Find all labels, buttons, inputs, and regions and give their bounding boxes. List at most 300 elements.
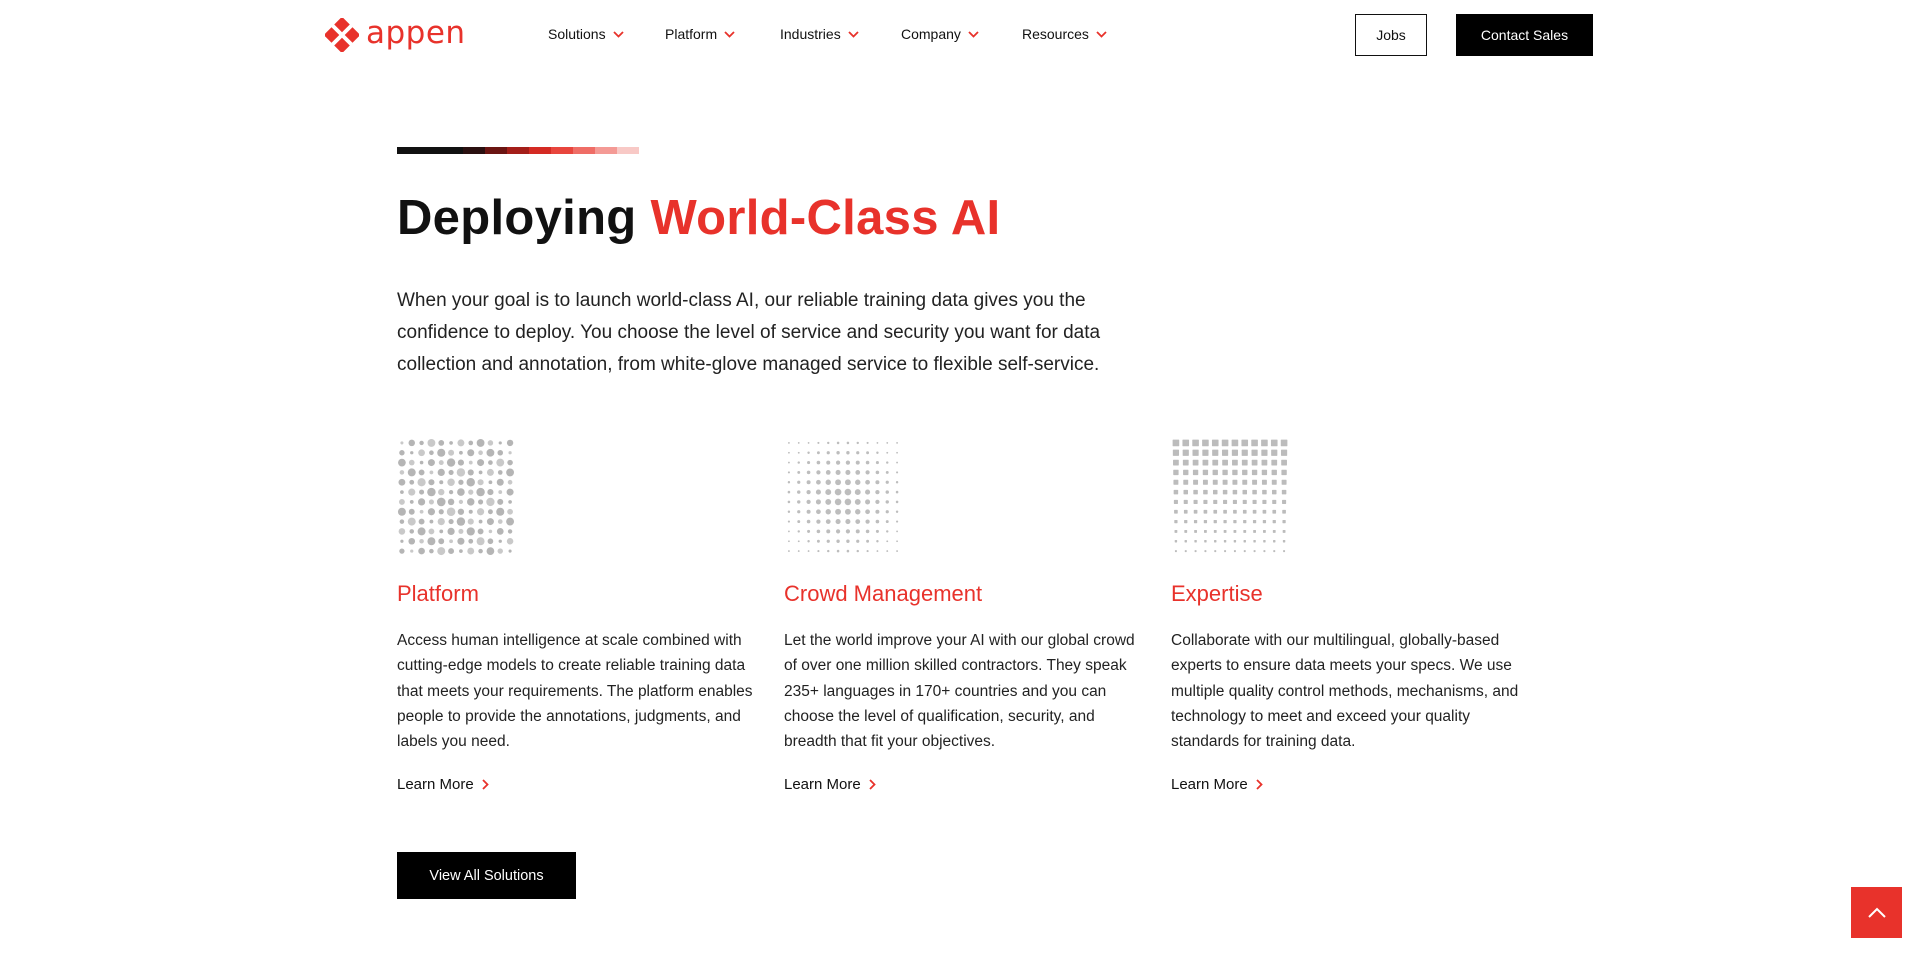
pattern-dot (447, 458, 455, 466)
headline-accent: World-Class AI (650, 191, 1001, 245)
nav-item-label: Company (901, 26, 961, 42)
pattern-dot (1195, 550, 1197, 552)
pattern-dot (1281, 470, 1286, 475)
pattern-dot (1233, 520, 1236, 523)
pattern-dot (1261, 450, 1267, 456)
pattern-dot (1203, 460, 1209, 466)
pattern-dot (1252, 460, 1258, 466)
pattern-dot (1282, 520, 1285, 523)
pattern-dot (507, 460, 513, 466)
stripe-segment (595, 147, 617, 154)
pattern-dot (1263, 520, 1266, 523)
stripe-segment (529, 147, 551, 154)
pattern-dot (1212, 450, 1218, 456)
pattern-dot (797, 490, 800, 493)
pattern-dot (847, 442, 850, 445)
pattern-dot (788, 511, 790, 513)
pattern-dot (1263, 510, 1267, 514)
pattern-dot (1282, 480, 1287, 485)
pattern-dot (1262, 500, 1266, 504)
pattern-dot (488, 460, 493, 465)
pattern-dot (876, 461, 879, 464)
pattern-dot (486, 449, 494, 457)
color-stripe-divider (397, 147, 639, 154)
pattern-dot (478, 479, 484, 485)
pattern-dot (797, 481, 800, 484)
pattern-dot (420, 461, 424, 465)
pattern-dot (508, 451, 511, 454)
pattern-dot (409, 480, 414, 485)
pattern-dot (855, 509, 860, 514)
pattern-dot (409, 529, 414, 534)
pattern-dot (1175, 530, 1178, 533)
pattern-dot (1262, 470, 1267, 475)
pattern-dot (797, 510, 800, 513)
pattern-dot (1232, 450, 1238, 456)
pattern-dot (468, 539, 473, 544)
pattern-dot (1213, 500, 1217, 504)
pattern-dot (788, 501, 791, 504)
pattern-dot (807, 480, 811, 484)
pattern-dot (886, 490, 889, 493)
pattern-dot (438, 469, 445, 476)
pattern-dot (498, 548, 503, 553)
pattern-dot (508, 529, 512, 533)
pattern-dot (478, 450, 483, 455)
pattern-dot (866, 540, 869, 543)
pattern-dot (398, 508, 406, 516)
pattern-dot (896, 550, 898, 552)
pattern-dot (468, 519, 474, 525)
pattern-dot (836, 519, 841, 524)
pattern-dot (1204, 540, 1206, 542)
pattern-dot (896, 442, 898, 444)
pattern-dot (1175, 550, 1177, 552)
pattern-dot (1192, 440, 1199, 447)
pattern-dot (457, 517, 465, 525)
pattern-dot (498, 490, 502, 494)
pattern-dot (399, 450, 404, 455)
chevron-down-icon (613, 31, 624, 38)
pattern-dot (1251, 450, 1257, 456)
pattern-dot (449, 539, 453, 543)
pattern-dot (865, 490, 870, 495)
pattern-dot (1204, 510, 1208, 514)
pattern-dot (875, 510, 879, 514)
pattern-dot (1184, 520, 1187, 523)
pattern-dot (825, 489, 831, 495)
pattern-dot (1243, 530, 1246, 533)
pattern-dot (1174, 500, 1178, 504)
card-title: Platform (397, 581, 479, 606)
pattern-dot (428, 508, 435, 515)
pattern-dot (797, 471, 800, 474)
nav-item-resources[interactable] (1022, 23, 1107, 45)
pattern-dot (497, 499, 503, 505)
pattern-dot (826, 509, 831, 514)
pattern-dot (1223, 490, 1228, 495)
pattern-dot (1194, 500, 1198, 504)
pattern-dot (835, 489, 842, 496)
appen-logo[interactable] (325, 17, 466, 53)
pattern-dot (418, 449, 425, 456)
pattern-dot (1222, 450, 1228, 456)
pattern-dot (788, 481, 790, 483)
pattern-dot (827, 550, 829, 552)
view-all-solutions-button[interactable]: View All Solutions (397, 852, 576, 899)
pattern-dot (438, 489, 444, 495)
pattern-dot (479, 471, 483, 475)
pattern-dot (876, 452, 878, 454)
pattern-dot (1202, 440, 1209, 447)
pattern-dot (439, 530, 443, 534)
pattern-dot (1263, 540, 1265, 542)
pattern-dot (408, 518, 416, 526)
pattern-dot (1263, 550, 1265, 552)
pattern-dot (826, 480, 831, 485)
pattern-dot (449, 470, 454, 475)
pattern-dot (1193, 480, 1198, 485)
nav-item-platform[interactable] (665, 23, 780, 45)
pattern-dot (807, 461, 810, 464)
pattern-dot (1183, 480, 1188, 485)
stripe-segment (617, 147, 639, 154)
pattern-dot (457, 538, 464, 545)
contact-sales-button[interactable]: Contact Sales (1456, 14, 1593, 56)
chevron-right-icon (869, 779, 876, 790)
pattern-dot (496, 459, 504, 467)
pattern-dot (865, 519, 869, 523)
pattern-dot (438, 440, 444, 446)
pattern-dot (1224, 540, 1226, 542)
pattern-dot (827, 540, 830, 543)
section-headline (397, 190, 1000, 246)
pattern-dot (798, 540, 800, 542)
pattern-dot (877, 550, 879, 552)
pattern-dot (476, 488, 484, 496)
pattern-dot (408, 489, 415, 496)
pattern-dot (1183, 460, 1189, 466)
pattern-dot (469, 461, 473, 465)
pattern-dot (507, 489, 514, 496)
pattern-dot (1223, 520, 1226, 523)
pattern-dot (886, 550, 888, 552)
pattern-dot (408, 538, 415, 545)
pattern-dot (808, 550, 810, 552)
pattern-dot (807, 452, 809, 454)
pattern-dot (817, 461, 821, 465)
pattern-dot (418, 527, 426, 535)
pattern-dot (1263, 530, 1266, 533)
pattern-dot (1222, 460, 1228, 466)
chevron-right-icon (482, 779, 489, 790)
pattern-dot (410, 549, 413, 552)
stripe-segment (463, 147, 485, 154)
pattern-dot (825, 499, 831, 505)
pattern-dot (837, 550, 840, 553)
pattern-dot (419, 441, 423, 445)
pattern-dot (420, 510, 424, 514)
pattern-dot (1204, 550, 1206, 552)
pattern-dot (1203, 470, 1208, 475)
pattern-dot (1193, 460, 1199, 466)
pattern-dot (1234, 530, 1237, 533)
pattern-dot (1253, 540, 1255, 542)
pattern-dot (458, 460, 464, 466)
learn-more-link[interactable] (784, 776, 876, 793)
card-crowd-management (784, 438, 1144, 793)
pattern-dot (788, 550, 790, 552)
pattern-dot (447, 479, 454, 486)
pattern-dot (1185, 540, 1187, 542)
pattern-dot (807, 471, 811, 475)
pattern-dot (1184, 510, 1188, 514)
pattern-dot (875, 480, 879, 484)
pattern-dot (509, 550, 512, 553)
pattern-dot (1272, 470, 1277, 475)
pattern-dot (856, 540, 859, 543)
pattern-dot (1213, 470, 1218, 475)
pattern-dot (846, 529, 850, 533)
pattern-dot (498, 470, 503, 475)
pattern-dot (1192, 450, 1198, 456)
pattern-dot (896, 531, 898, 533)
chevron-down-icon (1096, 31, 1107, 38)
pattern-dot (507, 538, 513, 545)
dot-pattern-icon (397, 438, 515, 556)
pattern-dot (457, 439, 464, 446)
card-description: Let the world improve your AI with our global crowd of over one million skilled contractors. They speak 235+ languages in 170+ countries and you can choose the level of qualification, security, and breadth that fit your objectives. (784, 632, 1135, 751)
pattern-dot (399, 528, 406, 535)
pattern-dot (1213, 490, 1218, 495)
pattern-dot (816, 519, 820, 523)
pattern-dot (886, 500, 889, 503)
nav-item-label: Resources (1022, 26, 1089, 42)
pattern-dot (488, 509, 493, 514)
pattern-dot (896, 491, 899, 494)
jobs-button[interactable]: Jobs (1355, 14, 1427, 56)
pattern-dot (1283, 540, 1285, 542)
pattern-dot (437, 449, 445, 457)
pattern-dot (487, 469, 494, 476)
pattern-dot (1242, 450, 1248, 456)
pattern-dot (497, 450, 503, 456)
pattern-dot (429, 549, 434, 554)
pattern-dot (1273, 520, 1276, 523)
pattern-dot (449, 519, 454, 524)
pattern-dot (398, 459, 406, 467)
pattern-dot (1173, 450, 1179, 456)
pattern-dot (1223, 510, 1227, 514)
learn-more-label: Learn More (1171, 776, 1248, 793)
nav-item-company[interactable] (901, 23, 1022, 45)
pattern-dot (400, 519, 405, 524)
learn-more-link[interactable] (397, 776, 489, 793)
pattern-dot (1271, 460, 1277, 466)
stripe-segment (397, 147, 463, 154)
pattern-dot (447, 507, 456, 516)
pattern-dot (886, 520, 889, 523)
pattern-dot (428, 459, 435, 466)
pattern-dot (1281, 460, 1287, 466)
pattern-dot (1212, 440, 1219, 447)
pattern-dot (468, 489, 473, 494)
pattern-dot (1173, 460, 1179, 466)
pattern-dot (1184, 490, 1189, 495)
back-to-top-button[interactable] (1851, 887, 1902, 938)
card-description: Collaborate with our multilingual, globally-based experts to ensure data meets your specs. We use multiple quality control methods, mechanisms, and technology to meet and exceed your quality standards for training data. (1171, 632, 1519, 751)
pattern-dot (798, 442, 800, 444)
pattern-dot (439, 509, 444, 514)
pattern-dot (439, 480, 443, 484)
pattern-dot (1232, 480, 1237, 485)
pattern-dot (1283, 550, 1285, 552)
pattern-dot (1281, 450, 1287, 456)
pattern-dot (1174, 510, 1178, 514)
pattern-dot (817, 540, 820, 543)
pattern-dot (788, 531, 790, 533)
pattern-dot (1243, 520, 1246, 523)
pattern-dot (855, 489, 861, 495)
pattern-dot (428, 528, 434, 534)
pattern-dot (489, 530, 493, 534)
logo-wordmark: appen (366, 15, 466, 51)
headline-plain: Deploying (397, 191, 651, 245)
pattern-dot (817, 451, 820, 454)
stripe-segment (573, 147, 595, 154)
pattern-dot (1214, 550, 1216, 552)
pattern-dot (826, 519, 831, 524)
pattern-dot (808, 442, 810, 444)
card-platform (397, 438, 757, 793)
pattern-dot (1273, 550, 1275, 552)
pattern-dot (1223, 480, 1228, 485)
pattern-dot (457, 468, 465, 476)
pattern-dot (489, 480, 493, 484)
pattern-dot (1194, 520, 1197, 523)
pattern-dot (427, 488, 435, 496)
pattern-dot (1273, 530, 1276, 533)
pattern-dot (835, 479, 841, 485)
pattern-dot (487, 518, 494, 525)
pattern-dot (788, 462, 790, 464)
pattern-dot (430, 471, 434, 475)
pattern-dot (409, 440, 416, 447)
pattern-dot (408, 468, 416, 476)
pattern-dot (418, 498, 425, 505)
pattern-dot (400, 470, 405, 475)
card-title: Crowd Management (784, 581, 983, 606)
pattern-dot (836, 451, 839, 454)
learn-more-link[interactable] (1171, 776, 1263, 793)
pattern-dot (817, 530, 821, 534)
pattern-dot (855, 480, 860, 485)
pattern-dot (508, 500, 512, 504)
pattern-dot (836, 540, 839, 543)
pattern-dot (1184, 530, 1187, 533)
pattern-dot (1233, 510, 1237, 514)
pattern-dot (866, 451, 869, 454)
pattern-dot (1232, 470, 1237, 475)
pattern-dot (1251, 440, 1258, 447)
pattern-dot (498, 519, 503, 524)
pattern-dot (886, 510, 889, 513)
pattern-dot (876, 530, 879, 533)
pattern-dot (835, 499, 842, 506)
pattern-dot (866, 530, 870, 534)
nav-item-industries[interactable] (780, 23, 901, 45)
pattern-dot (506, 468, 514, 476)
pattern-dot (438, 518, 445, 525)
pattern-dot (1193, 490, 1198, 495)
nav-item-solutions[interactable] (548, 23, 665, 45)
pattern-dot (1204, 530, 1207, 533)
chevron-down-icon (968, 31, 979, 38)
pattern-dot (798, 452, 800, 454)
pattern-dot (1203, 490, 1208, 495)
pattern-dot (1223, 500, 1227, 504)
pattern-dot (816, 509, 821, 514)
pattern-dot (1185, 550, 1187, 552)
pattern-dot (1271, 450, 1277, 456)
pattern-dot (427, 537, 435, 545)
pattern-dot (816, 470, 820, 474)
learn-more-label: Learn More (397, 776, 474, 793)
pattern-dot (419, 469, 425, 475)
pattern-dot (807, 520, 811, 524)
nav-item-label: Industries (780, 26, 841, 42)
pattern-dot (845, 470, 850, 475)
pattern-dot (1173, 470, 1178, 475)
pattern-dot (467, 548, 474, 555)
stripe-segment (551, 147, 573, 154)
pattern-dot (467, 527, 475, 535)
pattern-dot (409, 509, 415, 515)
pattern-dot (847, 550, 850, 553)
stripe-segment (507, 147, 529, 154)
pattern-dot (487, 547, 495, 555)
pattern-dot (1203, 480, 1208, 485)
pattern-dot (857, 442, 859, 444)
card-description: Access human intelligence at scale combined with cutting-edge models to create reliable training data that meets your requirements. The platform enables people to provide the annotations, judgments, and labels you need. (397, 632, 753, 751)
pattern-dot (876, 520, 880, 524)
pattern-dot (1183, 450, 1189, 456)
pattern-dot (807, 510, 811, 514)
pattern-dot (1253, 500, 1257, 504)
pattern-dot (1272, 480, 1277, 485)
pattern-dot (478, 549, 483, 554)
chevron-up-icon (1867, 907, 1887, 919)
pattern-dot (826, 470, 831, 475)
pattern-dot (448, 499, 454, 505)
pattern-dot (846, 460, 850, 464)
pattern-dot (788, 521, 790, 523)
pattern-dot (1272, 510, 1276, 514)
pattern-dot (836, 460, 840, 464)
pattern-dot (876, 540, 878, 542)
pattern-dot (836, 470, 841, 475)
pattern-dot (1174, 520, 1177, 523)
pattern-dot (1252, 470, 1257, 475)
pattern-dot (1214, 540, 1216, 542)
pattern-dot (1214, 520, 1217, 523)
pattern-dot (855, 470, 860, 475)
intro-paragraph: When your goal is to launch world-class AI, our reliable training data gives you the confidence to deploy. You choose the level of service and security you want for data collection and annotation, from white-glove managed service to flexible self-service. (397, 290, 1101, 375)
pattern-dot (1232, 460, 1238, 466)
pattern-dot (798, 461, 800, 463)
pattern-dot (1194, 530, 1197, 533)
pattern-dot (806, 490, 810, 494)
